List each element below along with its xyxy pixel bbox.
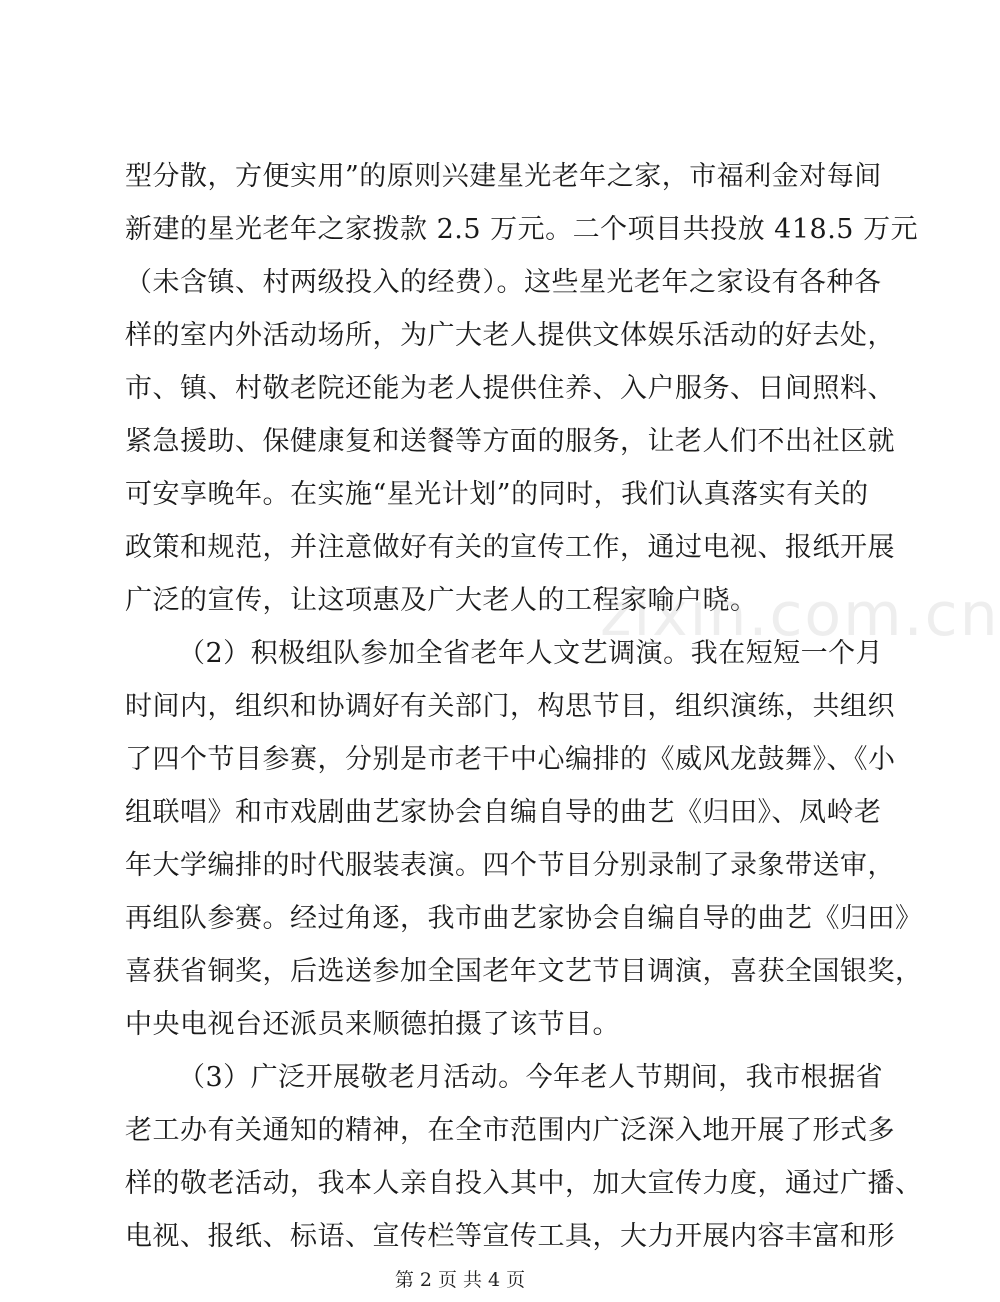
body-line: 组联唱》和市戏剧曲艺家协会自编自导的曲艺《归田》、凤岭老 xyxy=(125,797,882,828)
body-line: 可安享晚年。在实施“星光计划”的同时，我们认真落实有关的 xyxy=(125,479,869,510)
body-line: （未含镇、村两级投入的经费）。这些星光老年之家设有各种各 xyxy=(125,267,882,298)
body-line: 再组队参赛。经过角逐，我市曲艺家协会自编自导的曲艺《归田》 xyxy=(125,903,923,934)
body-line: 市、镇、村敬老院还能为老人提供住养、入户服务、日间照料、 xyxy=(125,373,895,404)
body-line: 老工办有关通知的精神，在全市范围内广泛深入地开展了形式多 xyxy=(125,1115,895,1146)
body-line: 电视、报纸、标语、宣传栏等宣传工具，大力开展内容丰富和形 xyxy=(125,1221,895,1252)
body-line: 广泛的宣传，让这项惠及广大老人的工程家喻户晓。 xyxy=(125,585,758,616)
body-line: 了四个节目参赛，分别是市老干中心编排的《威风龙鼓舞》、《小 xyxy=(125,744,896,775)
page-footer: 第 2 页 共 4 页 xyxy=(394,1269,526,1291)
body-line: 喜获省铜奖，后选送参加全国老年文艺节目调演，喜获全国银奖， xyxy=(125,956,923,987)
paragraph-start-line: （2）积极组队参加全省老年人文艺调演。我在短短一个月 xyxy=(178,638,884,669)
body-line: 年大学编排的时代服装表演。四个节目分别录制了录象带送审， xyxy=(125,850,895,881)
body-line: 样的敬老活动，我本人亲自投入其中，加大宣传力度，通过广播、 xyxy=(125,1168,923,1199)
body-line: 紧急援助、保健康复和送餐等方面的服务，让老人们不出社区就 xyxy=(125,426,895,457)
body-line: 样的室内外活动场所，为广大老人提供文体娱乐活动的好去处， xyxy=(125,320,895,351)
body-line: 新建的星光老年之家拨款 2.5 万元。二个项目共投放 418.5 万元 xyxy=(125,214,919,245)
body-line: 中央电视台还派员来顺德拍摄了该节目。 xyxy=(125,1009,620,1040)
paragraph-start-line: （3）广泛开展敬老月活动。今年老人节期间，我市根据省 xyxy=(178,1062,884,1093)
body-line: 政策和规范，并注意做好有关的宣传工作，通过电视、报纸开展 xyxy=(125,532,895,563)
watermark: zixin.com.cn xyxy=(600,580,1000,650)
body-line: 时间内，组织和协调好有关部门，构思节目，组织演练，共组织 xyxy=(125,691,895,722)
body-line: 型分散，方便实用”的原则兴建星光老年之家，市福利金对每间 xyxy=(125,161,882,192)
